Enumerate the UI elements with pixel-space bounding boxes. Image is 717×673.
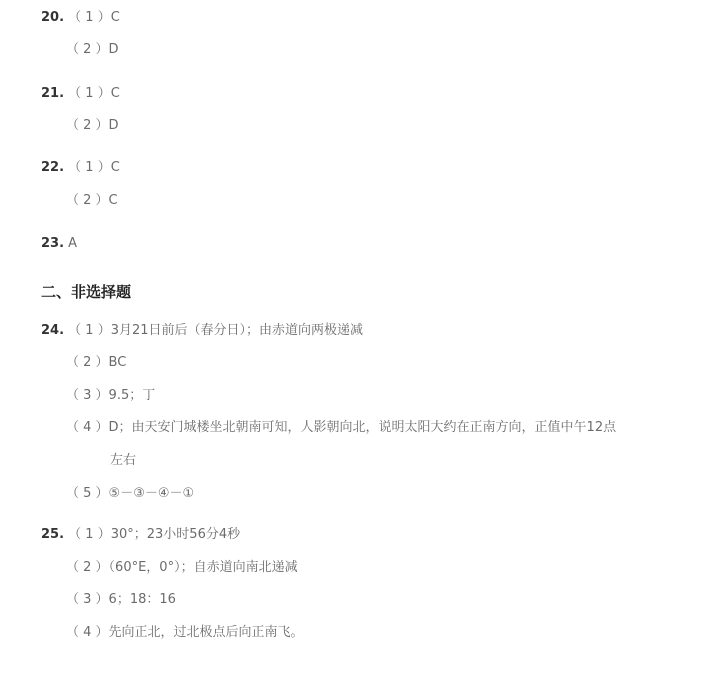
sub-mark: （ 2 ） <box>66 118 109 133</box>
answer-row <box>66 559 298 577</box>
answer-row <box>41 85 120 103</box>
answer-row <box>41 526 240 544</box>
question-number: 23. <box>41 236 65 251</box>
sub-mark: （ 1 ） <box>68 160 111 175</box>
answer-text: C <box>110 86 120 101</box>
sub-mark: （ 3 ） <box>66 388 109 403</box>
answer-text: A <box>68 236 78 251</box>
question-number: 22. <box>41 160 65 175</box>
section-title: 二、非选择题 <box>41 283 132 301</box>
question-number: 20. <box>41 10 65 25</box>
answer-row <box>66 387 155 405</box>
sub-mark: （ 4 ） <box>66 625 109 640</box>
sub-mark: （ 2 ） <box>66 560 109 575</box>
answer-text: ⑤－③－④－① <box>108 486 195 501</box>
answer-row <box>66 41 119 59</box>
answer-text: 9.5；丁 <box>108 388 156 403</box>
sub-mark: （ 5 ） <box>66 486 109 501</box>
answer-row <box>66 419 616 437</box>
answer-row <box>66 591 176 609</box>
answer-text: C <box>110 160 120 175</box>
answer-text: BC <box>108 355 127 370</box>
sub-mark: （ 2 ） <box>66 193 109 208</box>
sub-mark: （ 2 ） <box>66 355 109 370</box>
answer-continuation: 左右 <box>110 453 137 468</box>
answer-row <box>66 117 119 135</box>
answer-text: 先向正北，过北极点后向正南飞。 <box>108 625 304 640</box>
sub-mark: （ 1 ） <box>68 323 111 338</box>
question-number: 24. <box>41 323 65 338</box>
answer-text: 30°；23小时56分4秒 <box>110 527 241 542</box>
sub-mark: （ 3 ） <box>66 592 109 607</box>
answer-row <box>41 235 77 253</box>
answer-text: D <box>108 118 119 133</box>
sub-mark: （ 1 ） <box>68 10 111 25</box>
sub-mark: （ 1 ） <box>68 527 111 542</box>
answer-row <box>41 322 363 340</box>
answer-row <box>41 159 120 177</box>
answer-row <box>66 192 118 210</box>
answer-row <box>66 624 304 642</box>
answer-text: C <box>110 10 120 25</box>
answer-text: 3月21日前后（春分日）；由赤道向两极递减 <box>110 323 364 338</box>
answer-row <box>66 485 194 503</box>
answer-text: 6；18：16 <box>108 592 176 607</box>
sub-mark: （ 4 ） <box>66 420 109 435</box>
sub-mark: （ 1 ） <box>68 86 111 101</box>
answer-text: C <box>108 193 118 208</box>
answer-text: （60°E，0°）；自赤道向南北递减 <box>108 560 298 575</box>
answer-text: D；由天安门城楼坐北朝南可知，人影朝向北，说明太阳大约在正南方向，正值中午12点 <box>108 420 617 435</box>
sub-mark: （ 2 ） <box>66 42 109 57</box>
answer-row <box>41 9 120 27</box>
answer-row <box>66 354 126 372</box>
question-number: 21. <box>41 86 65 101</box>
answer-text: D <box>108 42 119 57</box>
question-number: 25. <box>41 527 65 542</box>
